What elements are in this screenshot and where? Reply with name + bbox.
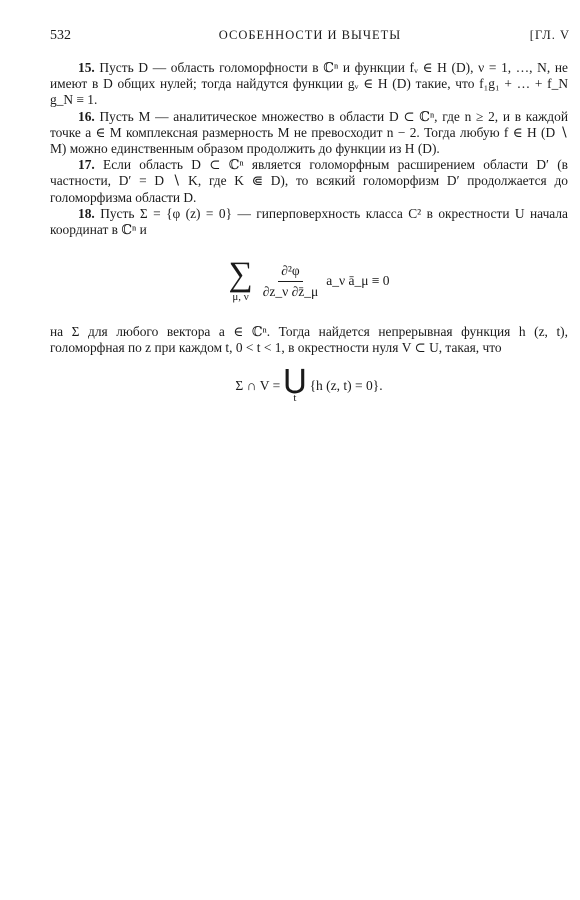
union-symbol: ⋃ — [284, 364, 306, 394]
second-derivative-fraction — [263, 262, 319, 301]
levi-form-formula — [50, 242, 568, 320]
fraction-numerator: ∂²φ — [278, 262, 303, 282]
problem-17 — [50, 157, 568, 206]
problem-number: 16. — [78, 108, 95, 124]
page-body — [50, 60, 568, 415]
fraction-denominator: ∂z_ν ∂z̄_μ — [262, 283, 319, 299]
chapter-label: [ГЛ. V — [529, 28, 570, 42]
problem-text: Пусть Σ = {φ (z) = 0} — гиперповерхность класса C² в окрестности U начала координат в ℂⁿ и — [50, 205, 568, 238]
union — [284, 364, 306, 404]
problem-16 — [50, 109, 568, 158]
problem-text: на Σ для любого вектора a ∈ ℂⁿ. Тогда найдется непрерывная функция h (z, t), голоморфная по z при каждом t, 0 < t < 1, в окрестности нуля V ⊂ U, такая, что — [50, 324, 568, 356]
problem-18 — [50, 206, 568, 238]
running-title: ОСОБЕННОСТИ И ВЫЧЕТЫ — [218, 28, 402, 42]
problem-18-continuation — [50, 324, 568, 356]
page-number: 532 — [50, 28, 71, 43]
problem-15 — [50, 60, 568, 109]
formula-left: Σ ∩ V = — [235, 377, 281, 393]
problem-text: Если область D ⊂ ℂⁿ является голоморфным расширением области D′ (в частности, D′ = D ∖ K, где K ⋐ D), то всякий голоморфизм D′ продолжается до голоморфизма области D. — [50, 157, 568, 205]
union-formula — [50, 361, 568, 411]
page-header — [50, 28, 570, 48]
problem-number: 15. — [78, 60, 95, 75]
sum-indices: μ, ν — [232, 291, 249, 304]
problem-text: Пусть M — аналитическое множество в области D ⊂ ℂⁿ, где n ≥ 2, и в каждой точке a ∈ M комплексная размерность M не превосходит n − 2. Тогда любую f ∈ H (D ∖ M) можно единственным образом продолжить до функции из H (D). — [50, 108, 568, 157]
sum-symbol: ∑ — [228, 256, 253, 294]
problem-text: Пусть D — область голоморфности в ℂⁿ и функции fᵥ ∈ H (D), ν = 1, …, N, не имеют в D общих нулей; тогда найдутся функции gᵥ ∈ H (D) такие, что f₁g₁ + … + f_N g_N ≡ 1. — [50, 60, 568, 108]
problem-number: 17. — [78, 157, 95, 173]
union-index: t — [293, 391, 297, 404]
formula-right: {h (z, t) = 0}. — [309, 377, 383, 393]
problem-number: 18. — [78, 205, 95, 221]
summation — [228, 256, 253, 304]
formula-rest: a_ν ā_μ ≡ 0 — [326, 273, 390, 289]
